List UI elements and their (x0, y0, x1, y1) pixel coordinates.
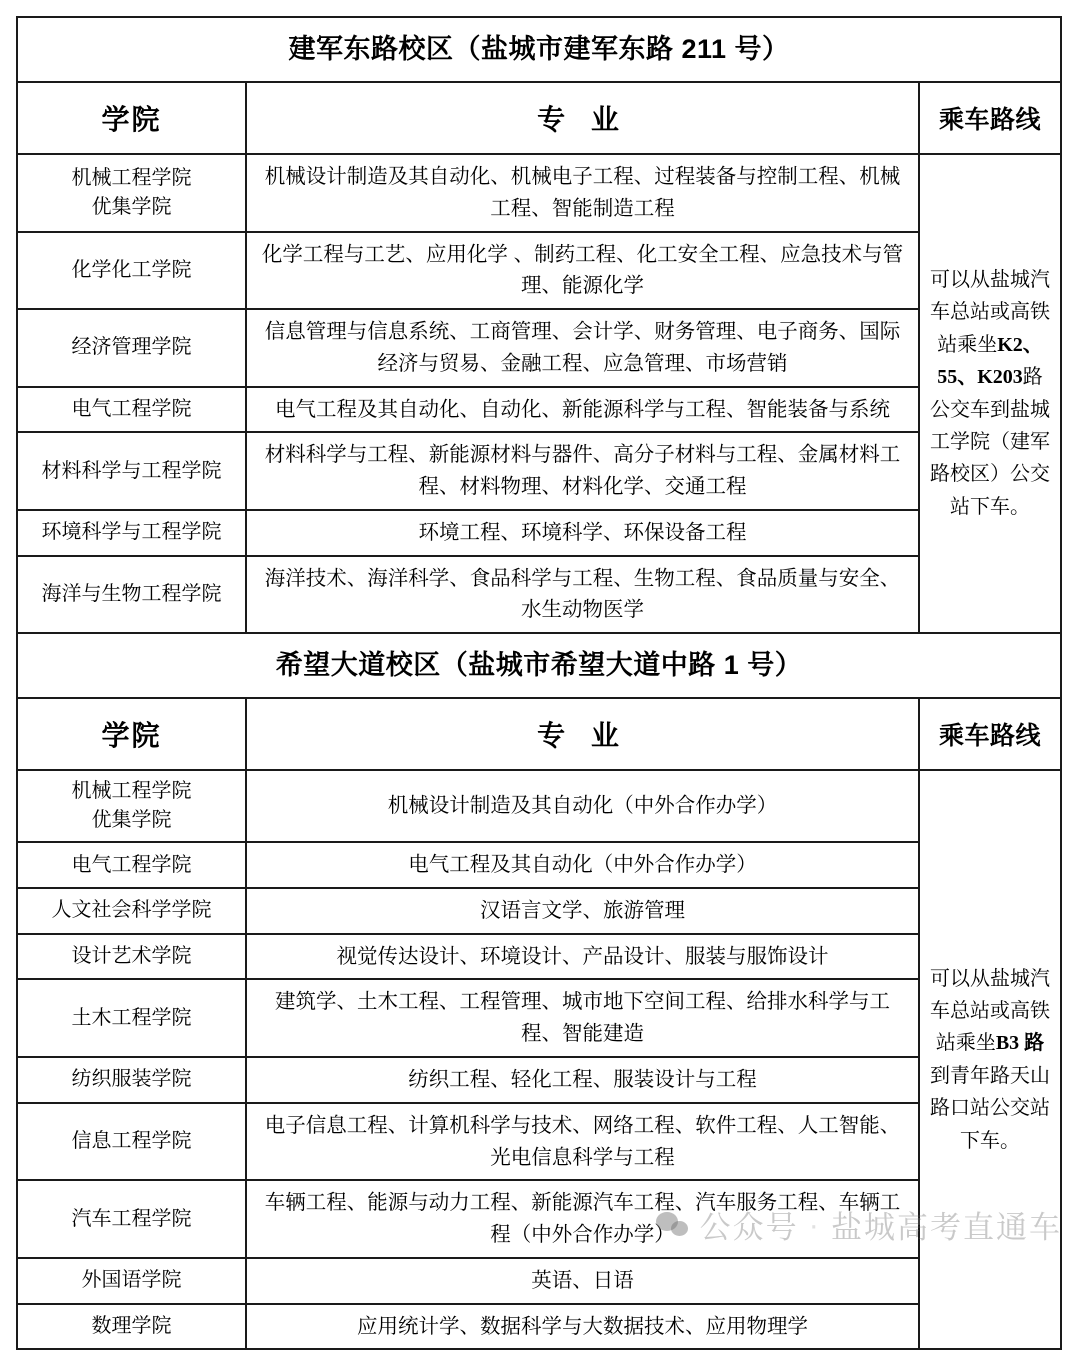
bus-route-text: 汽车总站或 (930, 967, 1050, 1022)
college-name-cell (17, 1057, 246, 1103)
table-row (17, 309, 1061, 387)
table-row (17, 1304, 1061, 1350)
college-name-line: 机械工程学院 (71, 780, 192, 803)
college-name-line: 外国语学院 (81, 1269, 182, 1292)
bus-route-text: 车。 (980, 1129, 1020, 1152)
bus-route-cell (919, 154, 1061, 633)
majors-list-cell: 材料科学与工程、新能源材料与器件、高分子材料与工程、金属材料工程、材料物理、材料化学、交通工程 (246, 432, 919, 510)
college-name-cell (17, 432, 246, 510)
table-row (17, 934, 1061, 980)
college-name-line: 电气工程学院 (71, 397, 192, 420)
table-row (17, 432, 1061, 510)
table-row (17, 510, 1061, 556)
college-name-cell (17, 556, 246, 634)
college-name-cell (17, 232, 246, 310)
majors-list-cell: 应用统计学、数据科学与大数据技术、应用物理学 (246, 1304, 919, 1350)
campus-banner: 建军东路校区（盐城市建军东路 211 号） (17, 17, 1061, 82)
column-header-row (17, 698, 1061, 770)
majors-list-cell: 英语、日语 (246, 1258, 919, 1304)
bus-route-text: 区）公交站下 (950, 463, 1050, 518)
college-name-line: 优集学院 (91, 195, 172, 218)
college-name-cell (17, 387, 246, 433)
majors-list-cell: 机械设计制造及其自动化、机械电子工程、过程装备与控制工程、机械工程、智能制造工程 (246, 154, 919, 232)
majors-list-cell: 信息管理与信息系统、工商管理、会计学、财务管理、电子商务、国际经济与贸易、金融工程、应急管理、市场营销 (246, 309, 919, 387)
campus-banner: 希望大道校区（盐城市希望大道中路 1 号） (17, 633, 1061, 698)
college-name-line: 环境科学与工程学院 (41, 521, 222, 544)
college-name-cell (17, 888, 246, 934)
bus-route-code: B3 路 (995, 1032, 1045, 1055)
majors-list-cell: 车辆工程、能源与动力工程、新能源汽车工程、汽车服务工程、车辆工程（中外合作办学） (246, 1180, 919, 1258)
majors-list-cell: 海洋技术、海洋科学、食品科学与工程、生物工程、食品质量与安全、水生动物医学 (246, 556, 919, 634)
majors-list-cell: 汉语言文学、旅游管理 (246, 888, 919, 934)
college-name-cell (17, 979, 246, 1057)
college-name-line: 化学化工学院 (71, 258, 192, 281)
table-body (17, 17, 1061, 1349)
majors-list-cell: 建筑学、土木工程、工程管理、城市地下空间工程、给排水科学与工程、智能建造 (246, 979, 919, 1057)
table-row (17, 154, 1061, 232)
college-name-line: 经济管理学院 (71, 336, 192, 359)
majors-list-cell: 电气工程及其自动化（中外合作办学） (246, 842, 919, 888)
college-name-line: 设计艺术学院 (71, 945, 192, 968)
table-row (17, 979, 1061, 1057)
college-name-cell (17, 309, 246, 387)
bus-route-code: K2、55、K203 (937, 333, 1043, 389)
college-name-cell (17, 842, 246, 888)
college-name-line: 汽车工程学院 (71, 1207, 192, 1230)
bus-route-text: 高铁站乘坐 (937, 301, 1050, 356)
bus-route-text: 到青年 (930, 1064, 990, 1087)
college-name-cell (17, 510, 246, 556)
column-header-college: 学院 (17, 698, 246, 770)
college-name-cell (17, 1304, 246, 1350)
watermark-separator: · (808, 1206, 821, 1242)
college-name-line: 材料科学与工程学院 (41, 459, 222, 482)
bus-route-text: （建军路校 (930, 430, 1050, 486)
campus-banner-row (17, 633, 1061, 698)
campus-major-table (16, 16, 1062, 1350)
bus-route-text: 盐城工学院 (930, 398, 1050, 453)
bus-route-text: 汽车总站或 (930, 269, 1050, 324)
table-row (17, 1103, 1061, 1181)
college-name-cell (17, 1180, 246, 1258)
bus-route-text: 路天山路口 (930, 1064, 1050, 1120)
bus-route-text: 可以从盐城 (930, 269, 1030, 292)
college-name-line: 土木工程学院 (71, 1006, 192, 1029)
college-name-cell (17, 1103, 246, 1181)
college-name-line: 优集学院 (91, 809, 172, 832)
majors-list-cell: 纺织工程、轻化工程、服装设计与工程 (246, 1057, 919, 1103)
table-row (17, 770, 1061, 842)
column-header-route: 乘车路线 (919, 698, 1061, 770)
bus-route-text: 高铁站乘坐 (935, 1000, 1050, 1055)
college-name-line: 纺织服装学院 (71, 1068, 192, 1091)
college-name-line: 机械工程学院 (71, 166, 192, 189)
watermark-prefix: 公众号 (699, 1210, 799, 1245)
table-row (17, 556, 1061, 634)
column-header-majors: 专 业 (246, 82, 919, 154)
table-row (17, 1258, 1061, 1304)
college-name-line: 海洋与生物工程学院 (41, 582, 222, 605)
college-name-cell (17, 770, 246, 842)
table-row (17, 232, 1061, 310)
college-name-line: 电气工程学院 (71, 853, 192, 876)
table-row (17, 387, 1061, 433)
bus-route-text: 路公交车到 (930, 366, 1043, 421)
majors-list-cell: 电气工程及其自动化、自动化、新能源科学与工程、智能装备与系统 (246, 387, 919, 433)
column-header-route: 乘车路线 (919, 82, 1061, 154)
bus-route-text: 站公交站下 (960, 1097, 1050, 1152)
column-header-majors: 专 业 (246, 698, 919, 770)
college-name-cell (17, 934, 246, 980)
majors-list-cell: 环境工程、环境科学、环保设备工程 (246, 510, 919, 556)
majors-list-cell: 化学工程与工艺、应用化学 、制药工程、化工安全工程、应急技术与管理、能源化学 (246, 232, 919, 310)
bus-route-text: 可以从盐城 (930, 967, 1030, 990)
bus-route-text: 车。 (990, 495, 1030, 518)
table-row (17, 888, 1061, 934)
column-header-row (17, 82, 1061, 154)
college-name-line: 人文社会科学学院 (51, 899, 212, 922)
bus-route-cell (919, 770, 1061, 1349)
college-name-cell (17, 1258, 246, 1304)
college-name-line: 数理学院 (91, 1314, 172, 1337)
table-row (17, 842, 1061, 888)
column-header-college: 学院 (17, 82, 246, 154)
majors-list-cell: 电子信息工程、计算机科学与技术、网络工程、软件工程、人工智能、光电信息科学与工程 (246, 1103, 919, 1181)
table-row (17, 1180, 1061, 1258)
majors-list-cell: 机械设计制造及其自动化（中外合作办学） (246, 770, 919, 842)
campus-banner-row (17, 17, 1061, 82)
majors-list-cell: 视觉传达设计、环境设计、产品设计、服装与服饰设计 (246, 934, 919, 980)
college-name-line: 信息工程学院 (71, 1130, 192, 1153)
watermark-account: 盐城高考直通车 (831, 1210, 1062, 1245)
college-name-cell (17, 154, 246, 232)
table-row (17, 1057, 1061, 1103)
